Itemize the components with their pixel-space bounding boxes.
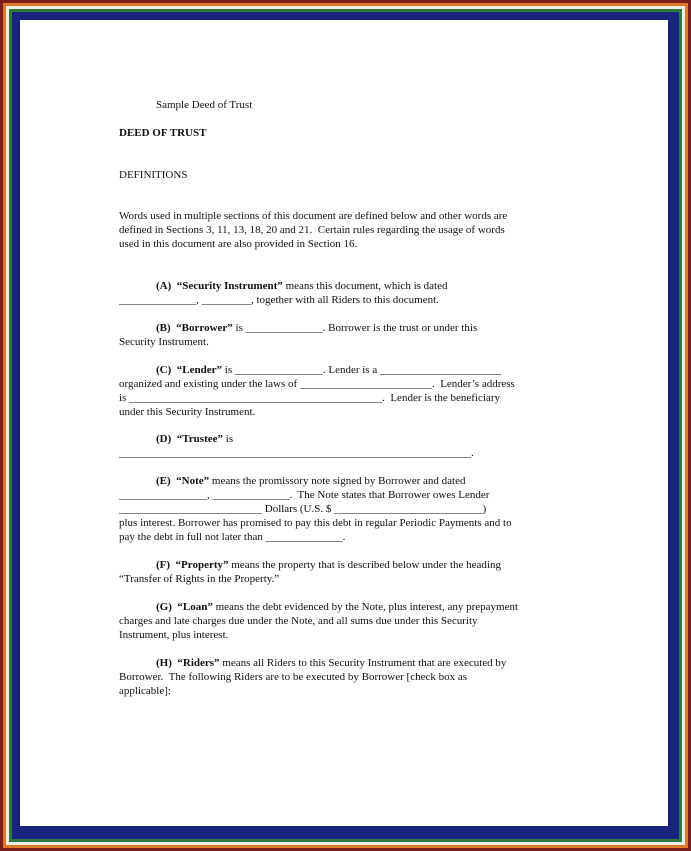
definition-g: [156, 600, 518, 614]
definition-f: [156, 558, 501, 572]
definition-label: (A): [156, 280, 172, 292]
definition-e: [156, 474, 465, 488]
definition-label: (D): [156, 433, 172, 445]
definition-c-line-2: organized and existing under the laws of ________________________. Lender’s address: [119, 378, 515, 390]
definition-text: means all Riders to this Security Instrument that are executed by: [219, 657, 507, 669]
definition-text: means the promissory note signed by Borrower and dated: [209, 475, 466, 487]
definition-e-line-5: pay the debt in full not later than ______________.: [119, 531, 346, 543]
definition-d: [156, 432, 233, 446]
definition-h-line-2: Borrower. The following Riders are to be executed by Borrower [check box as: [119, 671, 468, 683]
definitions-heading: DEFINITIONS: [119, 169, 188, 181]
definition-term: “Trustee”: [176, 433, 224, 445]
definition-term: “Lender”: [176, 364, 223, 376]
intro-line-3: used in this document are also provided in Section 16.: [119, 238, 358, 250]
definition-b: [156, 321, 477, 335]
definition-text: is ________________. Lender is a ______________________: [222, 364, 501, 376]
definition-h-line-3: applicable]:: [119, 685, 171, 697]
definition-term: “Borrower”: [176, 322, 233, 334]
definition-e-line-2: ________________, ______________. The Note states that Borrower owes Lender: [119, 489, 490, 501]
definition-term: “Property”: [175, 559, 229, 571]
definition-text: is: [223, 433, 234, 445]
definition-text: is ______________. Borrower is the trust or under this: [232, 322, 478, 334]
definition-e-line-4: plus interest. Borrower has promised to pay this debt in regular Periodic Payments and to: [119, 517, 512, 529]
document-page: [20, 20, 668, 826]
intro-line-1: Words used in multiple sections of this document are defined below and other words are: [119, 210, 508, 222]
definition-h: [156, 656, 506, 670]
sample-title: Sample Deed of Trust: [156, 99, 253, 111]
definition-term: “Security Instrument”: [176, 280, 283, 292]
definition-c: [156, 363, 501, 377]
definition-term: “Loan”: [177, 601, 213, 613]
definition-f-line-2: “Transfer of Rights in the Property.”: [119, 573, 280, 585]
definition-c-line-3: is ______________________________________________. Lender is the beneficiary: [119, 392, 500, 404]
definition-a-line-2: ______________, _________, together with all Riders to this document.: [119, 294, 439, 306]
definition-c-line-4: under this Security Instrument.: [119, 406, 256, 418]
definition-d-line-2: ________________________________________________________________.: [119, 447, 474, 459]
document-title: DEED OF TRUST: [119, 127, 207, 139]
document-body: [20, 20, 668, 826]
definition-label: (H): [156, 657, 172, 669]
definition-label: (E): [156, 475, 171, 487]
definition-label: (G): [156, 601, 172, 613]
definition-g-line-2: charges and late charges due under the Note, and all sums due under this Security: [119, 615, 478, 627]
definition-text: means the property that is described below under the heading: [228, 559, 501, 571]
intro-line-2: defined in Sections 3, 11, 13, 18, 20 and 21. Certain rules regarding the usage of words: [119, 224, 505, 236]
definition-term: “Riders”: [177, 657, 220, 669]
definition-b-line-2: Security Instrument.: [119, 336, 209, 348]
definition-e-line-3: __________________________ Dollars (U.S. $ ___________________________): [119, 503, 487, 515]
definition-label: (C): [156, 364, 172, 376]
definition-text: means the debt evidenced by the Note, plus interest, any prepayment: [212, 601, 519, 613]
definition-label: (F): [156, 559, 171, 571]
definition-text: means this document, which is dated: [282, 280, 448, 292]
definition-a: [156, 279, 447, 293]
definition-label: (B): [156, 322, 171, 334]
definition-term: “Note”: [176, 475, 210, 487]
definition-g-line-3: Instrument, plus interest.: [119, 629, 229, 641]
